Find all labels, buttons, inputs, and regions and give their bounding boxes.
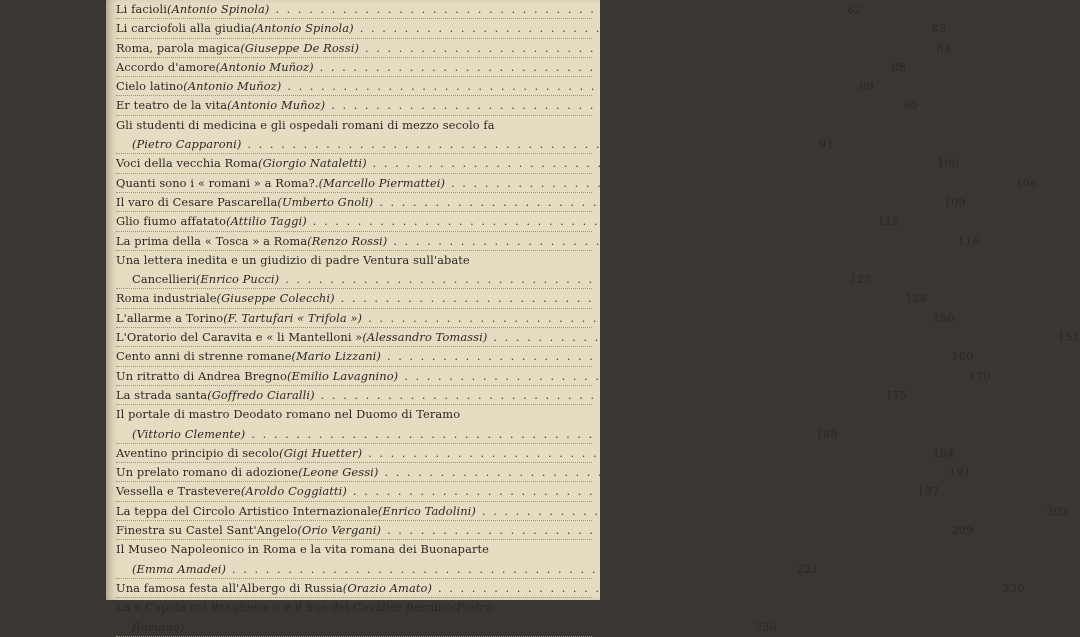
entry-page: 175 <box>885 387 908 402</box>
entry-title: Aventino principio di secolo <box>116 445 280 460</box>
entry-page: 197 <box>917 484 940 499</box>
entry-line: La prima della « Tosca » a Roma ( Renzo Rossi ) . . . 116 <box>116 232 592 251</box>
entry-author: Pietro Capparoni <box>136 137 237 152</box>
entry-title: Una famosa festa all'Albergo di Russia <box>116 580 343 595</box>
entry-page: 116 <box>957 233 980 248</box>
entry-title: La strada santa <box>116 387 208 402</box>
entry-page: 91 <box>819 137 834 152</box>
entry-line: Cancellieri ( Enrico Pucci ) . . . 123 <box>116 270 592 289</box>
entry-title: Cento anni di strenne romane <box>116 349 292 364</box>
dot-leader <box>287 77 843 96</box>
toc-entry <box>116 58 907 77</box>
entry-line <box>116 405 592 424</box>
entry-page: 151 <box>1057 330 1080 345</box>
entry-author: Goffredo Ciaralli <box>211 387 311 402</box>
entry-author: Attilio Taggi <box>230 214 303 229</box>
entry-title: Il portale di mastro Deodato romano nel Duomo di Teramo <box>116 407 461 422</box>
entry-line: Glio fiumo affatato ( Attilio Taggi ) . . . 112 <box>116 212 592 231</box>
dot-leader <box>320 58 876 77</box>
toc-entry <box>116 212 900 231</box>
entry-author: Enrico Tadolini <box>382 503 472 518</box>
entry-page: 83 <box>931 21 947 36</box>
entry-page: 184 <box>932 445 955 460</box>
toc-entry <box>116 251 872 290</box>
toc-entry <box>116 444 955 463</box>
toc-entry <box>116 540 819 579</box>
toc-entry <box>116 289 928 308</box>
dot-leader <box>251 425 807 444</box>
dot-leader <box>384 463 940 482</box>
entry-author: Antonio Spinola <box>255 21 350 36</box>
entry-author: Giorgio Nataletti <box>262 156 363 171</box>
entry-title: Quanti sono i « romani » a Roma?. <box>116 175 319 190</box>
entry-title: L'allarme a Torino <box>116 310 224 325</box>
entry-line: L'Oratorio del Caravita e « li Mantelloni » ( Alessandro Tomassi ) . . . 151 <box>116 328 592 347</box>
entry-author: Antonio Muñoz <box>220 59 310 74</box>
toc-entry <box>116 579 1025 598</box>
dot-leader <box>451 174 1007 193</box>
entry-title: Un ritratto di Andrea Bregno <box>116 368 287 383</box>
entry-page: 221 <box>796 561 819 576</box>
dot-leader <box>482 502 1038 521</box>
entry-line: Cento anni di strenne romane ( Mario Lizzani ) . . . 160 <box>116 347 592 366</box>
entry-line: La strada santa ( Goffredo Ciaralli ) . . . 175 <box>116 386 592 405</box>
dot-leader <box>247 135 803 154</box>
entry-author: Leone Gessi <box>302 465 374 480</box>
entry-title: Una lettera inedita e un giudizio di padre Ventura sull'abate <box>116 252 470 267</box>
entry-author: Alessandro Tomassi <box>366 330 483 345</box>
entry-line: Vessella e Trastevere ( Aroldo Coggiatti ) . . . 197 <box>116 482 592 501</box>
dot-leader <box>393 232 949 251</box>
entry-author: Giuseppe Colecchi <box>221 291 331 306</box>
entry-line <box>116 251 592 270</box>
entry-author: Antonio Spinola <box>171 2 265 16</box>
entry-page: 236 <box>754 619 777 634</box>
toc-entry <box>116 598 777 637</box>
entry-author: Gigi Huetter <box>283 445 358 460</box>
entry-author: Renzo Rossi <box>311 233 383 248</box>
entry-title: La prima della « Tosca » a Roma <box>116 233 308 248</box>
toc-entry <box>116 521 974 540</box>
entry-title: Vessella e Trastevere <box>116 484 241 499</box>
entry-line: L'allarme a Torino ( F. Tartufari « Trifola » ) . . . 150 <box>116 309 592 328</box>
book-page <box>106 0 1080 634</box>
entry-title: Li facioli <box>116 2 168 16</box>
entry-author: Enrico Pucci <box>200 272 275 287</box>
entry-line: Un ritratto di Andrea Bregno ( Emilio Lavagnino ) . . . 170 <box>116 367 592 386</box>
entry-line: Accordo d'amore ( Antonio Muñoz ) . . . 88 <box>116 58 592 77</box>
dot-leader <box>368 309 924 328</box>
entry-line: Quanti sono i « romani » a Roma?. ( Marcello Piermattei ) . . . 106 <box>116 174 592 193</box>
entry-page: 106 <box>1015 175 1038 190</box>
entry-page: 89 <box>859 79 874 94</box>
dot-leader <box>341 289 897 308</box>
dot-leader <box>313 212 869 231</box>
entry-line: Roma industriale ( Giuseppe Colecchi ) . . . 128 <box>116 289 592 308</box>
entry-page: 191 <box>948 465 971 480</box>
entry-title: Il Museo Napoleonico in Roma e la vita romana dei Buonaparte <box>116 542 490 557</box>
dot-leader <box>493 328 1049 347</box>
entry-line: Roma, parola magica ( Giuseppe De Rossi ) . . . 84 <box>116 39 592 58</box>
entry-page: 230 <box>1002 580 1025 595</box>
dot-leader <box>353 482 909 501</box>
entry-author: Emma Amadei <box>136 561 222 576</box>
entry-author: Romano <box>132 619 180 634</box>
toc-entry <box>116 193 966 212</box>
entry-title: Il varo di Cesare Pascarella <box>116 194 278 209</box>
entry-line: Li carciofoli alla giudia ( Antonio Spinola ) . . . 83 <box>116 19 592 38</box>
entry-page: 88 <box>891 59 907 74</box>
entry-title: Gli studenti di medicina e gli ospedali romani di mezzo secolo fa <box>116 117 495 132</box>
entry-title: La « Cupola col Braghiere » e il bue del Cavalier Bernino <box>116 600 453 615</box>
entry-title: L'Oratorio del Caravita e « li Mantelloni » <box>116 330 363 345</box>
entry-author: Orazio Amato <box>347 580 428 595</box>
entry-title: Accordo d'amore <box>116 59 216 74</box>
entry-author: Orio Vergani <box>301 523 377 538</box>
entry-author: Pietro <box>456 600 493 615</box>
toc-entry <box>116 0 862 19</box>
entry-author: Marcello Piermattei <box>323 175 441 190</box>
entry-title: Roma industriale <box>116 291 217 306</box>
entry-page: 170 <box>968 368 991 383</box>
toc-entry <box>116 463 971 482</box>
toc-entry <box>116 347 974 366</box>
entry-author: Mario Lizzani <box>296 349 377 364</box>
entry-line: La « Cupola col Braghiere » e il bue del Cavalier Bernino ( Pietro <box>116 598 592 617</box>
entry-title: Roma, parola magica <box>116 40 241 55</box>
toc-entry <box>116 154 960 173</box>
dot-leader <box>379 193 935 212</box>
entry-line: ( Pietro Capparoni ) . . . 91 <box>116 135 592 154</box>
entry-title: Cielo latino <box>116 79 184 94</box>
entry-line: Er teatro de la vita ( Antonio Muñoz ) . . . 90 <box>116 96 592 115</box>
entry-line: Una famosa festa all'Albergo di Russia ( Orazio Amato ) . . . 230 <box>116 579 592 598</box>
dot-leader <box>438 579 994 598</box>
entry-title: Li carciofoli alla giudia <box>116 21 252 36</box>
entry-line: Li facioli ( Antonio Spinola ) . . . 82 <box>116 0 592 19</box>
entry-line: Cielo latino ( Antonio Muñoz ) . . . 89 <box>116 77 592 96</box>
entry-title: La teppa del Circolo Artistico Internazionale <box>116 503 378 518</box>
entry-page: 150 <box>932 310 955 325</box>
toc-entry <box>116 96 918 115</box>
toc-entry <box>116 386 908 405</box>
dot-leader <box>232 560 788 579</box>
entry-page: 180 <box>815 426 838 441</box>
entry-line: Voci della vecchia Roma ( Giorgio Nataletti ) . . . 100 <box>116 154 592 173</box>
toc-entry <box>116 328 1080 347</box>
toc-entry <box>116 77 874 96</box>
entry-title: Er teatro de la vita <box>116 98 228 113</box>
entry-page: 128 <box>905 291 928 306</box>
entry-page: 100 <box>937 156 960 171</box>
toc-entry <box>116 174 1038 193</box>
toc-entry <box>116 116 834 155</box>
entry-line: La teppa del Circolo Artistico Internazionale ( Enrico Tadolini ) . . . 203 <box>116 502 592 521</box>
entry-title: Voci della vecchia Roma <box>116 156 259 171</box>
toc-entry <box>116 502 1069 521</box>
dot-leader <box>360 19 916 38</box>
entry-author: Antonio Muñoz <box>187 79 277 94</box>
entry-line: ( Emma Amadei ) . . . 221 <box>116 560 592 579</box>
dot-leader <box>387 347 943 366</box>
entry-author: Vittorio Clemente <box>136 426 241 441</box>
dot-leader <box>331 96 887 115</box>
toc-entry <box>116 39 952 58</box>
entry-line: Aventino principio di secolo ( Gigi Huetter ) . . . 184 <box>116 444 592 463</box>
entry-line <box>116 116 592 135</box>
entry-author: Umberto Gnoli <box>281 194 369 209</box>
dot-leader <box>387 521 943 540</box>
entry-page: 82 <box>847 2 862 16</box>
toc-entry <box>116 482 940 501</box>
dot-leader <box>275 0 831 19</box>
toc-entry <box>116 232 980 251</box>
entry-title: Finestra su Castel Sant'Angelo <box>116 523 298 538</box>
entry-title: Un prelato romano di adozione <box>116 465 299 480</box>
entry-line: Finestra su Castel Sant'Angelo ( Orio Vergani ) . . . 209 <box>116 521 592 540</box>
entry-page: 160 <box>951 349 974 364</box>
dot-leader <box>365 39 921 58</box>
entry-author: F. Tartufari « Trifola » <box>227 310 358 325</box>
dot-leader <box>321 386 877 405</box>
toc-entry <box>116 309 955 328</box>
entry-author: Giuseppe De Rossi <box>244 40 355 55</box>
entry-line: Il varo di Cesare Pascarella ( Umberto Gnoli ) . . . 109 <box>116 193 592 212</box>
dot-leader <box>373 154 929 173</box>
toc-entry <box>116 19 947 38</box>
entry-title: Glio fiumo affatato <box>116 214 227 229</box>
entry-title-continued: Cancellieri <box>132 272 196 287</box>
entry-line: Un prelato romano di adozione ( Leone Gessi ) . . . 191 <box>116 463 592 482</box>
dot-leader <box>404 367 960 386</box>
toc-entry <box>116 367 991 386</box>
entry-page: 209 <box>951 523 974 538</box>
entry-line <box>116 540 592 559</box>
dot-leader <box>285 270 841 289</box>
entry-author: Antonio Muñoz <box>231 98 321 113</box>
entry-line: ( Vittorio Clemente ) . . . 180 <box>116 425 592 444</box>
entry-page: 109 <box>943 194 966 209</box>
table-of-contents <box>116 0 1080 637</box>
entry-line: Romano ) . . . 236 <box>116 618 592 637</box>
entry-page: 112 <box>877 214 900 229</box>
entry-page: 123 <box>849 272 872 287</box>
entry-page: 203 <box>1046 503 1069 518</box>
entry-page: 84 <box>936 40 952 55</box>
entry-author: Emilio Lavagnino <box>291 368 394 383</box>
toc-entry <box>116 405 838 444</box>
entry-page: 90 <box>902 98 918 113</box>
dot-leader <box>190 618 746 637</box>
dot-leader <box>368 444 924 463</box>
entry-author: Aroldo Coggiatti <box>245 484 343 499</box>
